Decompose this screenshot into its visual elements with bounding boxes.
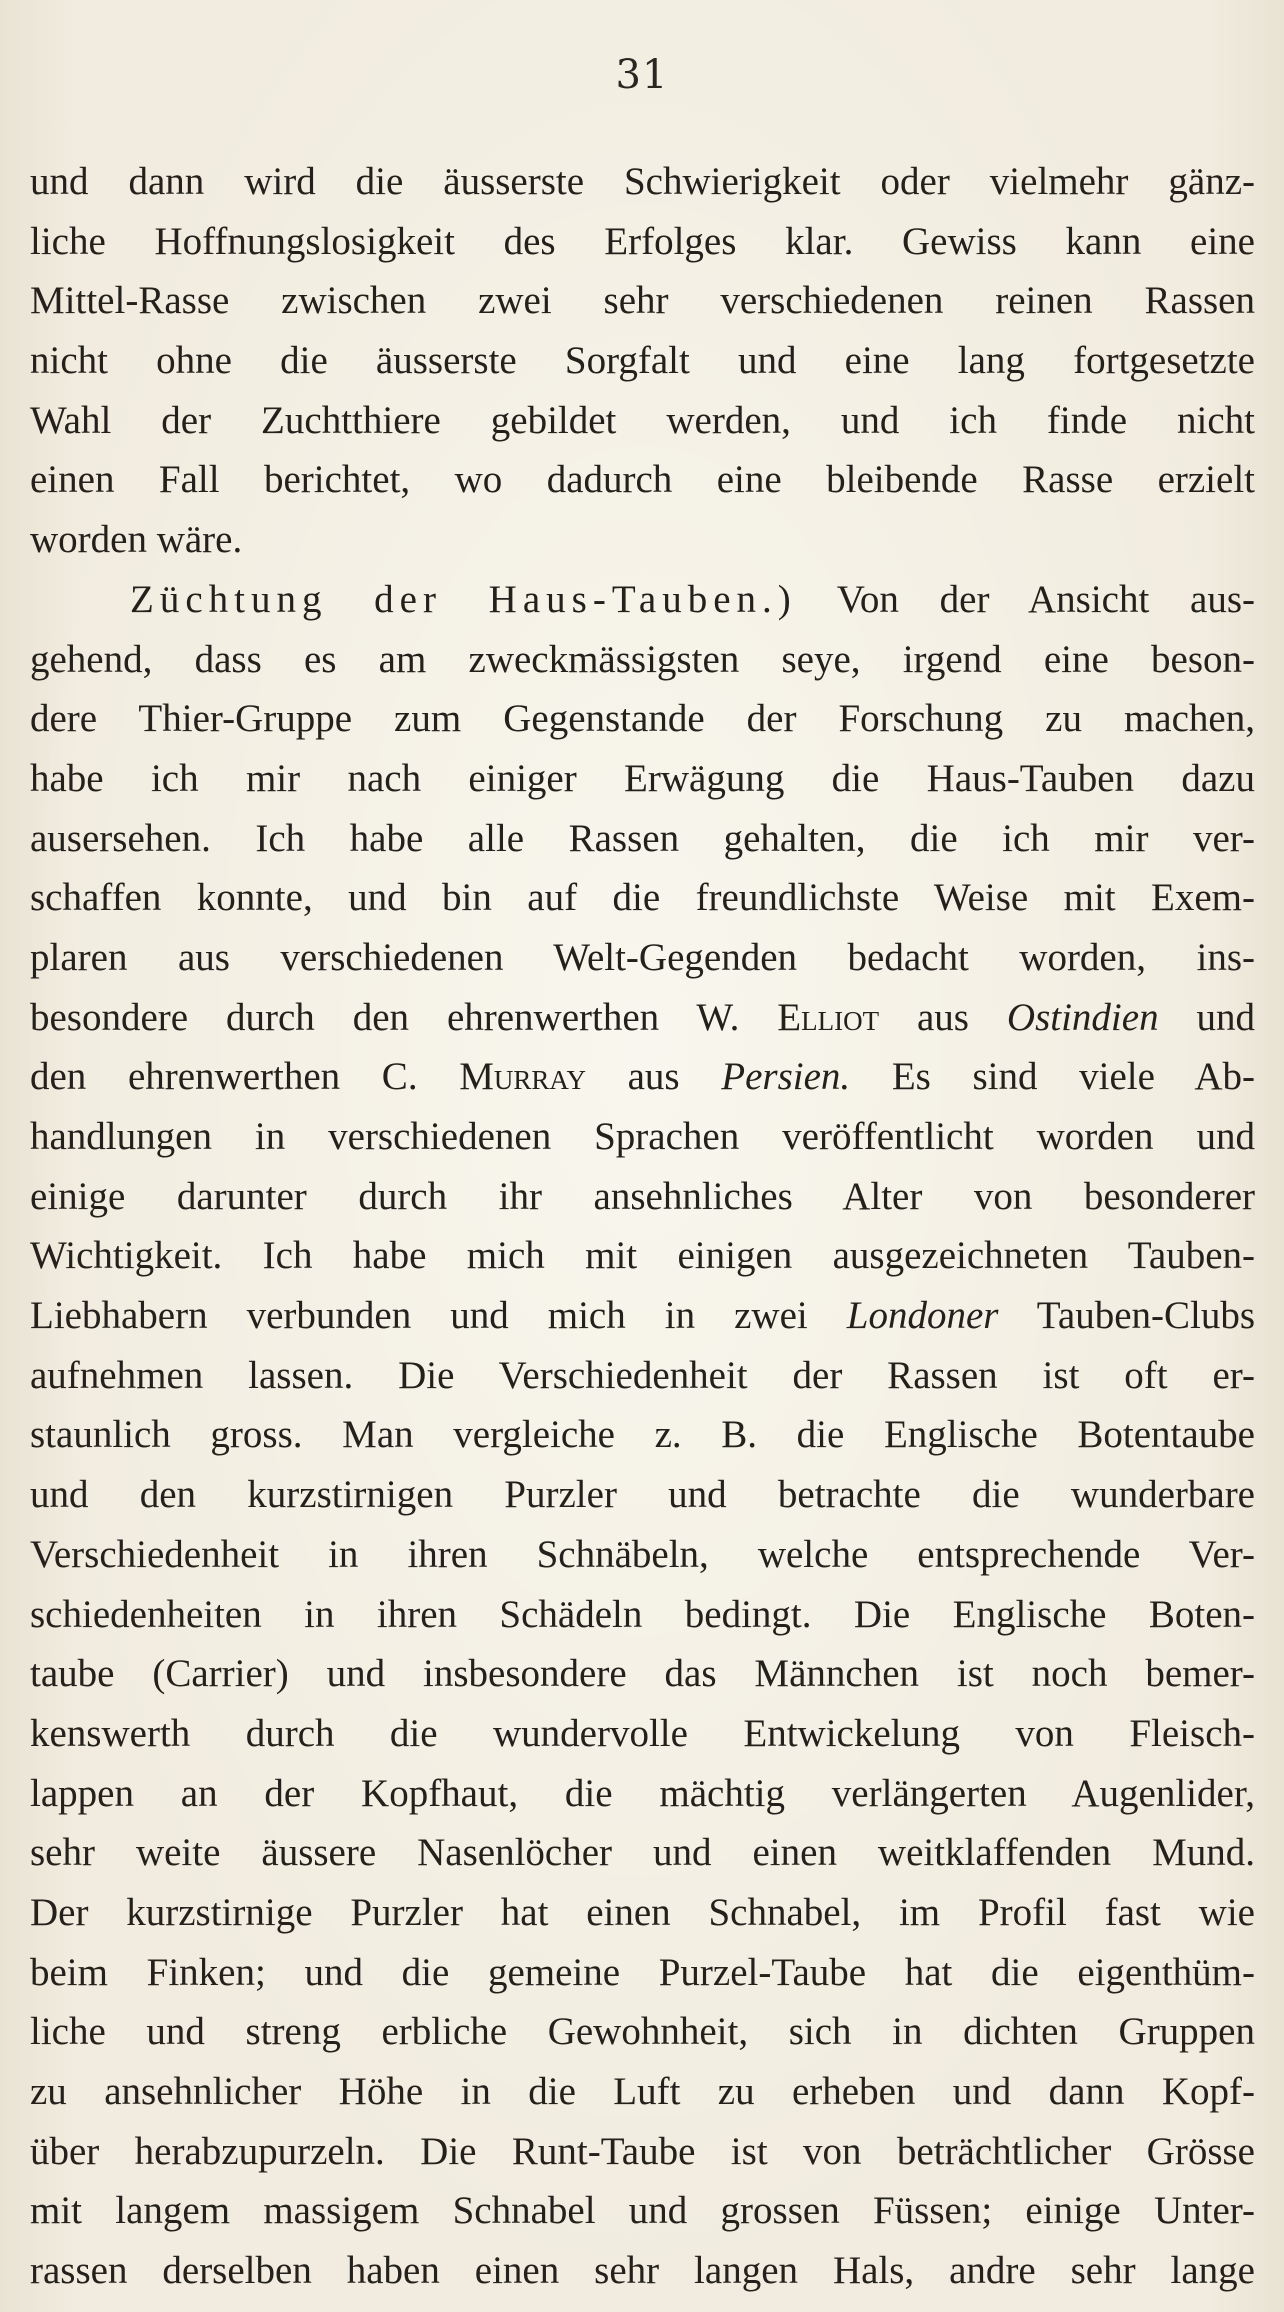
page-number: 31 [615, 52, 669, 98]
text-line: und dann wird die äusserste Schwierigkeit oder vielmehr gänz- [30, 160, 1255, 203]
text-line: taube (Carrier) und insbesondere das Männchen ist noch bemer- [30, 1652, 1255, 1696]
text-line [30, 570, 1255, 630]
text-run: Von der Ansicht aus- [836, 577, 1255, 621]
text-line: gehend, dass es am zweckmässigsten seye, irgend eine beson- [30, 637, 1255, 681]
text-run: aus [627, 1055, 680, 1099]
text-line: habe ich mir nach einiger Erwägung die Haus-Tauben dazu [30, 756, 1255, 800]
text-run: und [1196, 995, 1255, 1039]
text-run: Liebhabern verbunden und mich in zwei [30, 1294, 808, 1338]
text-line: aufnehmen lassen. Die Verschiedenheit der Rassen ist oft er- [30, 1353, 1255, 1397]
text-line: handlungen in verschiedenen Sprachen veröffentlicht worden und [30, 1115, 1255, 1158]
text-run: Es sind viele Ab- [891, 1055, 1255, 1099]
body-text [30, 152, 1255, 2301]
text-line: lappen an der Kopfhaut, die mächtig verlängerten Augenlider, [30, 1771, 1255, 1815]
text-line: Verschiedenheit in ihren Schnäbeln, welche entsprechende Ver- [30, 1532, 1255, 1576]
paragraph-2 [30, 570, 1255, 2301]
text-run: Tauben-Clubs [1036, 1294, 1255, 1338]
text-run: den ehrenwerthen C. [30, 1055, 418, 1099]
text-line: nicht ohne die äusserste Sorgfalt und eine lang fortgesetzte [30, 339, 1255, 383]
text-line: liche und streng erbliche Gewohnheit, sich in dichten Gruppen [30, 2010, 1255, 2054]
text-line: rassen derselben haben einen sehr langen Hals, andre sehr lange [30, 2249, 1255, 2293]
text-line [30, 1286, 1255, 1346]
text-line: beim Finken; und die gemeine Purzel-Taube hat die eigenthüm- [30, 1950, 1255, 1994]
text-run: besondere durch den ehrenwerthen W. [30, 995, 740, 1039]
text-line: mit langem massigem Schnabel und grossen Füssen; einige Unter- [30, 2189, 1255, 2233]
text-line: einige darunter durch ihr ansehnliches Alter von besonderer [30, 1174, 1255, 1218]
paragraph-1 [30, 152, 1255, 570]
text-line [30, 1047, 1255, 1107]
text-line: ausersehen. Ich habe alle Rassen gehalten, die ich mir ver- [30, 816, 1255, 860]
text-line: und den kurzstirnigen Purzler und betrachte die wunderbare [30, 1473, 1255, 1517]
text-line: kenswerth durch die wundervolle Entwickelung von Fleisch- [30, 1711, 1255, 1755]
text-line: worden wäre. [30, 518, 243, 562]
text-line: staunlich gross. Man vergleiche z. B. die Englische Botentaube [30, 1413, 1255, 1457]
place-name: Persien. [721, 1055, 851, 1099]
person-name: Elliot [777, 995, 880, 1039]
text-line: sehr weite äussere Nasenlöcher und einen weitklaffenden Mund. [30, 1831, 1255, 1875]
person-name: Murray [459, 1055, 586, 1099]
text-line [30, 988, 1255, 1048]
text-line: Wichtigkeit. Ich habe mich mit einigen ausgezeichneten Tauben- [30, 1234, 1255, 1278]
text-line: dere Thier-Gruppe zum Gegenstande der Forschung zu machen, [30, 697, 1255, 741]
text-line: Wahl der Zuchtthiere gebildet werden, und ich finde nicht [30, 398, 1255, 442]
text-line: Mittel-Rasse zwischen zwei sehr verschiedenen reinen Rassen [30, 279, 1255, 323]
text-line: liche Hoffnungslosigkeit des Erfolges klar. Gewiss kann eine [30, 219, 1255, 263]
place-name: Ostindien [1006, 995, 1159, 1039]
text-line: schaffen konnte, und bin auf die freundlichste Weise mit Exem- [30, 876, 1255, 920]
text-line: über herabzupurzeln. Die Runt-Taube ist von beträchtlicher Grösse [30, 2129, 1255, 2173]
text-line: plaren aus verschiedenen Welt-Gegenden bedacht worden, ins- [30, 935, 1255, 979]
text-line: einen Fall berichtet, wo dadurch eine bleibende Rasse erzielt [30, 458, 1255, 502]
text-run: aus [917, 995, 969, 1039]
text-line: Der kurzstirnige Purzler hat einen Schnabel, im Profil fast wie [30, 1890, 1255, 1934]
section-heading: Züchtung der Haus-Tauben.) [130, 577, 797, 621]
text-line: zu ansehnlicher Höhe in die Luft zu erheben und dann Kopf- [30, 2070, 1255, 2113]
place-name: Londoner [846, 1294, 999, 1338]
text-line: schiedenheiten in ihren Schädeln bedingt. Die Englische Boten- [30, 1592, 1255, 1636]
